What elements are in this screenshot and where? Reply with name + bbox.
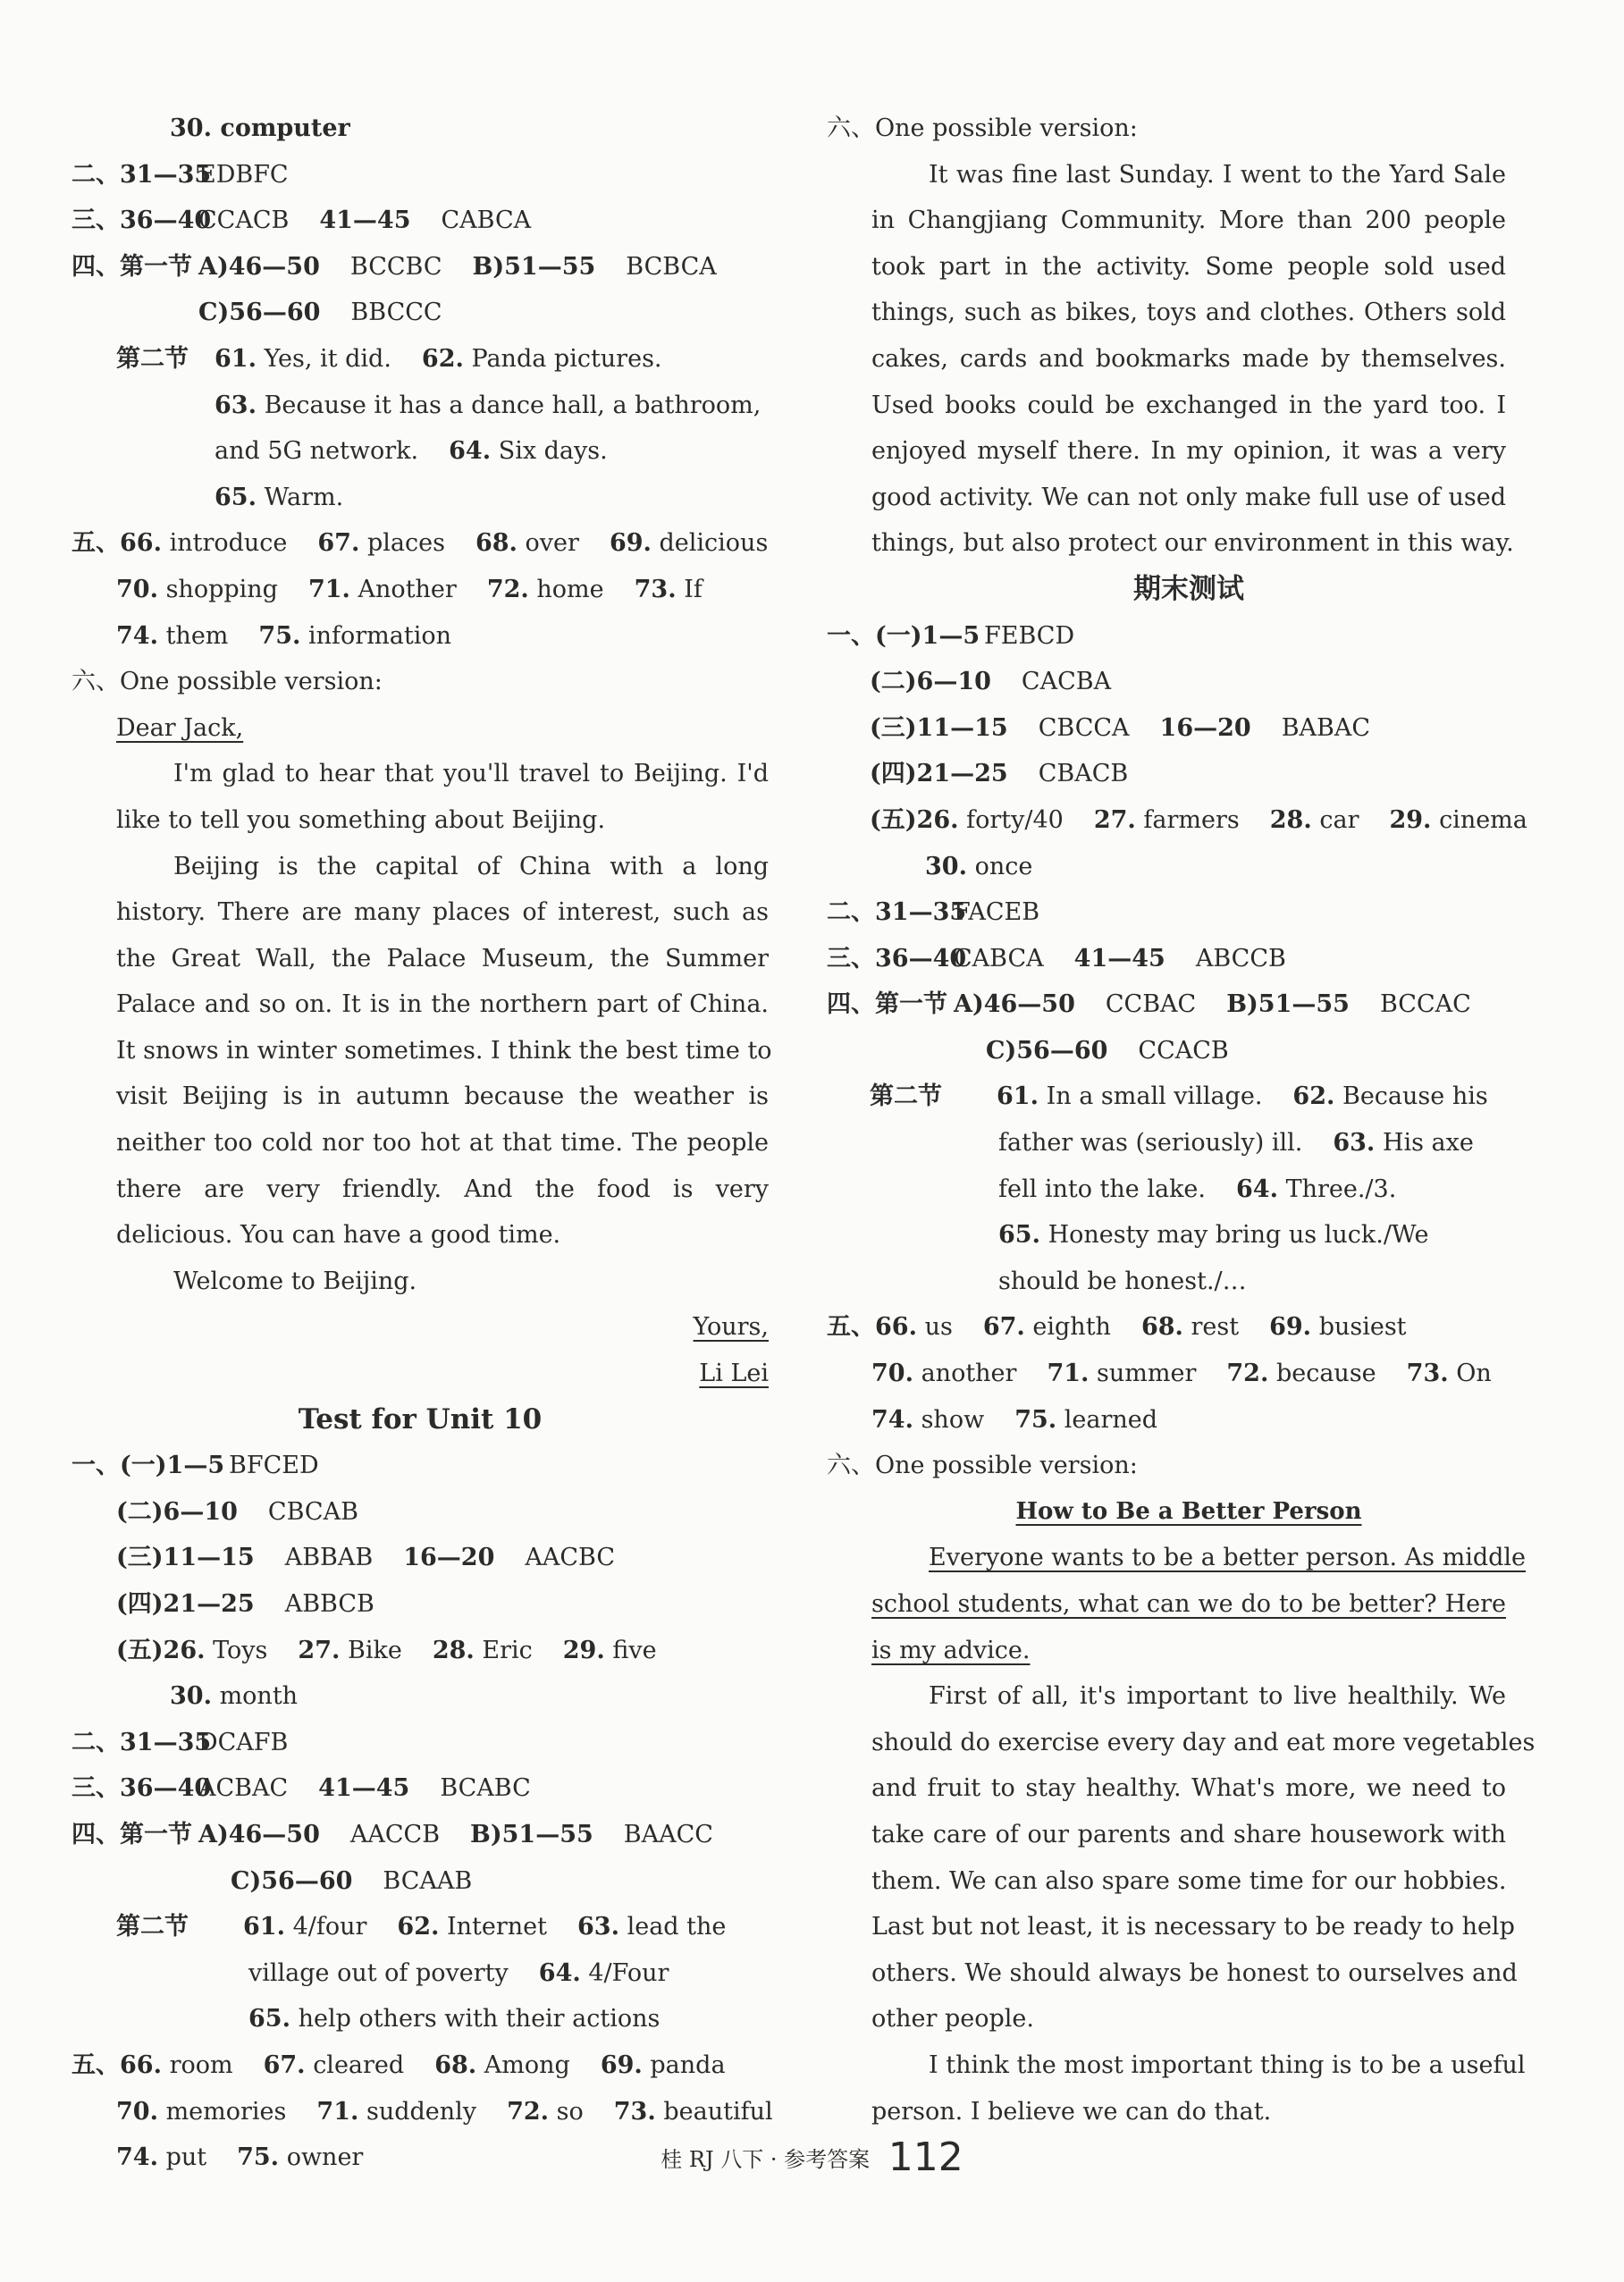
- answer-line: [72, 475, 769, 521]
- answer-text: His axe: [1382, 1129, 1474, 1158]
- answer-line: [72, 2089, 773, 2135]
- answer-text: memories: [165, 2097, 287, 2126]
- question-number: 71.: [1047, 1360, 1090, 1388]
- answer-text: Because his: [1342, 1082, 1488, 1111]
- answer-text: farmers: [1143, 805, 1240, 834]
- essay-line: in Changjiang Community. More than 200 people: [871, 206, 1506, 235]
- answer-text: 4/four: [292, 1913, 367, 1941]
- page-number: 112: [888, 2135, 963, 2180]
- section-label: 四、第一节: [72, 1820, 192, 1848]
- letter-line: there are very friendly. And the food is very: [116, 1175, 769, 1203]
- question-number: 65.: [998, 1221, 1040, 1250]
- answer-text: Warm.: [264, 483, 344, 511]
- section-label: 第二节: [116, 344, 189, 373]
- answer-text: home: [536, 575, 604, 603]
- letter-salutation: [72, 705, 769, 752]
- section-heading: 六、One possible version:: [827, 114, 1138, 142]
- section-label: (二)6—10: [870, 668, 991, 696]
- answer-line: [827, 659, 1506, 705]
- answer-line: [72, 1720, 769, 1766]
- section-label: 16—20: [403, 1544, 495, 1572]
- answer-text: them: [165, 621, 229, 650]
- question-number: 75.: [258, 621, 301, 650]
- answer-text: village out of poverty: [248, 1958, 509, 1987]
- question-number: 73.: [1406, 1360, 1449, 1388]
- essay-line: Used books could be exchanged in the yard too. I: [871, 391, 1506, 419]
- answer-line: [72, 1950, 769, 1997]
- section-label: 16—20: [1159, 713, 1251, 742]
- essay-line: person. I believe we can do that.: [871, 2097, 1272, 2126]
- question-number: 29.: [1389, 805, 1432, 834]
- essay-line: them. We can also spare some time for our hobbies.: [871, 1866, 1507, 1895]
- question-number: 70.: [116, 2097, 158, 2126]
- essay-line: [827, 1581, 1506, 1628]
- answer-text: ACBAC: [198, 1774, 289, 1803]
- question-number: 30.: [170, 1682, 212, 1711]
- question-number: 72.: [486, 575, 529, 603]
- essay-title: [827, 1489, 1506, 1536]
- question-number: 62.: [397, 1913, 440, 1941]
- answer-line: [72, 290, 769, 336]
- answer-line: [827, 1397, 1506, 1444]
- question-number: 67.: [982, 1313, 1025, 1342]
- section-label: (五)26.: [116, 1636, 206, 1664]
- question-number: 69.: [1269, 1313, 1312, 1342]
- answer-line: [827, 981, 1506, 1028]
- section-label: (三)11—15: [116, 1544, 255, 1572]
- section-label: 二、31—35: [72, 1728, 212, 1756]
- answer-line: [827, 705, 1506, 752]
- answer-text: panda: [650, 2050, 726, 2079]
- section-label: C)56—60: [231, 1866, 353, 1895]
- letter-signature: [72, 1351, 769, 1397]
- question-number: 30.: [925, 852, 967, 880]
- answer-text: ABBAB: [284, 1544, 374, 1572]
- answer-text: BFCED: [229, 1452, 319, 1480]
- answer-line: [72, 198, 769, 244]
- answer-text: BCAAB: [383, 1866, 473, 1895]
- question-number: 27.: [298, 1636, 341, 1664]
- answer-line: [72, 383, 769, 429]
- answer-text: places: [366, 529, 445, 558]
- answer-text: us: [924, 1313, 953, 1342]
- test-title: Test for Unit 10: [298, 1402, 543, 1436]
- answer-text: AACBC: [525, 1544, 616, 1572]
- answer-line: [72, 1673, 769, 1720]
- answer-line: [72, 567, 769, 613]
- section-label: 第二节: [116, 1913, 189, 1941]
- section-label: A)46—50: [198, 252, 320, 281]
- answer-text: five: [612, 1636, 657, 1664]
- answer-line: [72, 1812, 769, 1858]
- section-label: 五、66.: [72, 2050, 162, 2079]
- answer-text: In a small village.: [1046, 1082, 1263, 1111]
- answer-text: should be honest./…: [998, 1267, 1247, 1295]
- answer-text: Because it has a dance hall, a bathroom,: [264, 391, 762, 419]
- answer-text: cleared: [313, 2050, 405, 2079]
- answer-text: BCBCA: [626, 252, 717, 281]
- letter-line: the Great Wall, the Palace Museum, the Summer: [116, 944, 769, 973]
- answer-line: [72, 244, 769, 291]
- question-number: 73.: [613, 2097, 656, 2126]
- answer-text: Among: [484, 2050, 570, 2079]
- answer-text: month: [219, 1682, 299, 1711]
- question-number: 67.: [317, 529, 360, 558]
- section-label: 二、31—35: [827, 898, 967, 927]
- question-number: 27.: [1093, 805, 1136, 834]
- answer-line: [72, 1443, 769, 1489]
- essay-line-text: school students, what can we do to be better? Here: [871, 1590, 1506, 1618]
- answer-text: Another: [358, 575, 457, 603]
- essay-line: took part in the activity. Some people sold used: [871, 252, 1506, 281]
- answer-text: busiest: [1318, 1313, 1407, 1342]
- answer-text: BBCCC: [350, 299, 442, 327]
- answer-line: [72, 105, 769, 152]
- section-label: 一、(一)1—5: [72, 1452, 225, 1480]
- question-number: 72.: [507, 2097, 550, 2126]
- section-label: 三、36—40: [72, 1774, 212, 1803]
- answer-text: delicious: [659, 529, 769, 558]
- answer-line: [827, 1074, 1506, 1120]
- question-number: 68.: [434, 2050, 477, 2079]
- question-number: 74.: [116, 621, 158, 650]
- answer-text: 4/Four: [588, 1958, 669, 1987]
- answer-text: ABCCB: [1195, 944, 1286, 973]
- answer-line: [827, 1166, 1506, 1213]
- answer-text: CBCCA: [1038, 713, 1130, 742]
- essay-line: and fruit to stay healthy. What's more, we need to: [871, 1774, 1506, 1803]
- answer-text: lead the: [627, 1913, 727, 1941]
- answer-text: cinema: [1439, 805, 1527, 834]
- answer-text: BAACC: [623, 1820, 713, 1848]
- essay-line-text: is my advice.: [871, 1636, 1031, 1664]
- question-number: 75.: [237, 2143, 280, 2172]
- question-number: 72.: [1226, 1360, 1269, 1388]
- answer-text: Toys: [213, 1636, 268, 1664]
- answer-text: information: [307, 621, 451, 650]
- essay-line: I think the most important thing is to be a useful: [929, 2050, 1526, 2079]
- section-label: B)51—55: [1226, 990, 1350, 1019]
- answer-text: DCAFB: [198, 1728, 289, 1756]
- answer-text: Honesty may bring us luck./We: [1048, 1221, 1429, 1250]
- answer-line: [827, 1212, 1506, 1259]
- answer-text: CABCA: [954, 944, 1044, 973]
- answer-text: 30. computer: [170, 114, 350, 142]
- answer-text: BCCAC: [1379, 990, 1471, 1019]
- letter-signature-text: Li Lei: [699, 1360, 769, 1388]
- question-number: 61.: [997, 1082, 1039, 1111]
- essay-line-text: Everyone wants to be a better person. As middle: [929, 1544, 1527, 1572]
- answer-text: CCBAC: [1105, 990, 1197, 1019]
- right-column: [827, 105, 1536, 2135]
- question-number: 75.: [1014, 1405, 1057, 1434]
- question-number: 63.: [577, 1913, 619, 1941]
- letter-line: I'm glad to hear that you'll travel to Beijing. I'd: [173, 760, 769, 788]
- letter-closing: [72, 1304, 769, 1351]
- answer-text: forty/40: [966, 805, 1064, 834]
- answer-text: suddenly: [366, 2097, 477, 2126]
- answer-text: If: [684, 575, 703, 603]
- answer-text: Panda pictures.: [471, 344, 662, 373]
- essay-line: enjoyed myself there. In my opinion, it was a very: [871, 437, 1506, 466]
- question-number: 69.: [609, 529, 652, 558]
- answer-text: CACBA: [1021, 668, 1112, 696]
- answer-text: over: [525, 529, 579, 558]
- question-number: 63.: [215, 391, 257, 419]
- answer-text: CCACB: [198, 206, 290, 235]
- section-label: 二、31—35: [72, 160, 212, 189]
- answer-text: introduce: [169, 529, 288, 558]
- answer-line: [72, 152, 769, 198]
- essay-line: [827, 1628, 1506, 1674]
- answer-line: [827, 797, 1527, 844]
- answer-text: another: [921, 1360, 1017, 1388]
- section-label: (五)26.: [870, 805, 959, 834]
- answer-text: summer: [1097, 1360, 1197, 1388]
- answer-line: [72, 1489, 769, 1536]
- letter-closing-text: Yours,: [693, 1313, 769, 1342]
- answer-text: shopping: [165, 575, 278, 603]
- answer-line: [72, 613, 769, 660]
- question-number: 28.: [1269, 805, 1312, 834]
- answer-line: [827, 1351, 1506, 1397]
- section-label: 五、66.: [72, 529, 162, 558]
- answer-text: car: [1319, 805, 1359, 834]
- answer-line: [72, 520, 769, 567]
- section-heading: 六、One possible version:: [827, 1452, 1138, 1480]
- letter-line: delicious. You can have a good time.: [116, 1221, 561, 1250]
- answer-text: Eric: [482, 1636, 533, 1664]
- answer-text: FACEB: [954, 898, 1040, 927]
- answer-line: [827, 844, 1506, 890]
- answer-text: rest: [1191, 1313, 1240, 1342]
- section-label: 41—45: [319, 206, 411, 235]
- question-number: 64.: [538, 1958, 581, 1987]
- answer-text: CABCA: [441, 206, 532, 235]
- answer-line: [72, 428, 769, 475]
- answer-line: [72, 1535, 769, 1581]
- section-label: 三、36—40: [827, 944, 967, 973]
- letter-line: visit Beijing is in autumn because the weather is: [116, 1082, 769, 1111]
- answer-text: father was (seriously) ill.: [998, 1129, 1303, 1158]
- answer-text: On: [1456, 1360, 1492, 1388]
- answer-text: learned: [1064, 1405, 1158, 1434]
- answer-line: [72, 1996, 769, 2042]
- essay-title-text: How to Be a Better Person: [1015, 1497, 1362, 1525]
- question-number: 64.: [1236, 1175, 1278, 1203]
- question-number: 70.: [871, 1360, 913, 1388]
- answer-text: because: [1275, 1360, 1376, 1388]
- section-label: B)51—55: [470, 1820, 593, 1848]
- answer-line: [827, 889, 1506, 936]
- answer-text: CBCAB: [267, 1497, 358, 1526]
- answer-text: room: [169, 2050, 233, 2079]
- answer-text: so: [556, 2097, 584, 2126]
- question-number: 71.: [307, 575, 350, 603]
- answer-text: BCABC: [440, 1774, 531, 1803]
- answer-text: and 5G network.: [215, 437, 419, 466]
- answer-line: [72, 1628, 769, 1674]
- answer-text: eighth: [1032, 1313, 1111, 1342]
- letter-line: like to tell you something about Beijing.: [116, 805, 606, 834]
- answer-line: [827, 751, 1506, 797]
- section-label: 三、36—40: [72, 206, 212, 235]
- question-number: 71.: [316, 2097, 359, 2126]
- question-number: 74.: [871, 1405, 913, 1434]
- letter-line: Beijing is the capital of China with a long: [173, 852, 769, 880]
- answer-text: Bike: [347, 1636, 402, 1664]
- section-label: 第二节: [870, 1082, 942, 1111]
- letter-line: Palace and so on. It is in the northern part of China.: [116, 990, 769, 1019]
- essay-line: other people.: [871, 2005, 1034, 2034]
- essay-line: good activity. We can not only make full use of used: [871, 483, 1506, 511]
- left-column: [72, 105, 773, 2181]
- essay-line: First of all, it's important to live healthily. We: [929, 1682, 1506, 1711]
- answer-text: fell into the lake.: [998, 1175, 1206, 1203]
- section-label: C)56—60: [198, 299, 321, 327]
- question-number: 64.: [449, 437, 492, 466]
- letter-line: It snows in winter sometimes. I think the best time to: [116, 1036, 772, 1065]
- letter-line: history. There are many places of interest, such as: [116, 898, 769, 927]
- answer-line: [827, 1028, 1506, 1074]
- question-number: 63.: [1333, 1129, 1376, 1158]
- answer-text: CCACB: [1138, 1036, 1229, 1065]
- question-number: 70.: [116, 575, 158, 603]
- essay-line: take care of our parents and share housework with: [871, 1820, 1506, 1848]
- question-number: 65.: [215, 483, 257, 511]
- footer-label: 桂 RJ 八下 · 参考答案: [661, 2147, 871, 2172]
- section-label: A)46—50: [954, 990, 1075, 1019]
- page-footer: [0, 2135, 1624, 2180]
- essay-line: should do exercise every day and eat more vegetables: [871, 1728, 1536, 1756]
- answer-text: FEBCD: [984, 621, 1075, 650]
- answer-line: [72, 1904, 769, 1950]
- question-number: 73.: [634, 575, 677, 603]
- section-label: 五、66.: [827, 1313, 917, 1342]
- answer-line: [827, 613, 1506, 660]
- question-number: 65.: [248, 2005, 290, 2034]
- answer-text: Six days.: [498, 437, 608, 466]
- section-label: (三)11—15: [870, 713, 1008, 742]
- section-label: (四)21—25: [116, 1590, 255, 1618]
- essay-line: [827, 1535, 1527, 1581]
- question-number: 68.: [475, 529, 517, 558]
- question-number: 61.: [215, 344, 257, 373]
- answer-text: CBACB: [1038, 760, 1129, 788]
- section-label: 四、第一节: [72, 252, 192, 281]
- section-heading: 六、One possible version:: [72, 668, 383, 696]
- letter-line: neither too cold nor too hot at that time. The people: [116, 1129, 769, 1158]
- section-label: (二)6—10: [116, 1497, 238, 1526]
- question-number: 62.: [1292, 1082, 1335, 1111]
- section-label: B)51—55: [472, 252, 596, 281]
- section-label: 41—45: [1073, 944, 1165, 973]
- section-label: 四、第一节: [827, 990, 947, 1019]
- section-label: 一、(一)1—5: [827, 621, 980, 650]
- question-number: 67.: [263, 2050, 306, 2079]
- answer-text: Yes, it did.: [264, 344, 391, 373]
- question-number: 28.: [432, 1636, 475, 1664]
- answer-line: [72, 336, 769, 383]
- letter-salutation-text: Dear Jack,: [116, 713, 244, 742]
- question-number: 68.: [1140, 1313, 1183, 1342]
- essay-line: cakes, cards and bookmarks made by themselves.: [871, 344, 1506, 373]
- answer-line: [827, 936, 1506, 982]
- essay-line: others. We should always be honest to ourselves and: [871, 1958, 1518, 1987]
- answer-line: [72, 2042, 769, 2089]
- answer-text: show: [921, 1405, 985, 1434]
- section-label: A)46—50: [198, 1820, 320, 1848]
- question-number: 69.: [600, 2050, 643, 2079]
- answer-text: BABAC: [1281, 713, 1371, 742]
- answer-text: BCCBC: [349, 252, 442, 281]
- answer-text: put: [165, 2143, 207, 2172]
- answer-line: [827, 1120, 1506, 1166]
- question-number: 74.: [116, 2143, 158, 2172]
- section-label: C)56—60: [986, 1036, 1108, 1065]
- answer-line: [72, 1858, 769, 1905]
- answer-text: beautiful: [663, 2097, 773, 2126]
- essay-line: things, such as bikes, toys and clothes. Others sold: [871, 299, 1506, 327]
- section-label: 41—45: [318, 1774, 410, 1803]
- answer-text: AACCB: [349, 1820, 441, 1848]
- answer-line: [827, 1304, 1506, 1351]
- test-title: 期末测试: [1133, 572, 1244, 605]
- essay-line: Last but not least, it is necessary to be ready to help: [871, 1913, 1515, 1941]
- answer-text: ABBCB: [284, 1590, 374, 1618]
- essay-line: It was fine last Sunday. I went to the Yard Sale: [929, 160, 1506, 189]
- question-number: 62.: [421, 344, 464, 373]
- answer-text: Internet: [446, 1913, 547, 1941]
- answer-text: EDBFC: [198, 160, 289, 189]
- answer-line: [827, 1259, 1506, 1305]
- question-number: 61.: [243, 1913, 285, 1941]
- answer-text: once: [974, 852, 1033, 880]
- section-label: (四)21—25: [870, 760, 1008, 788]
- answer-line: [72, 1765, 769, 1812]
- answer-text: help others with their actions: [298, 2005, 661, 2034]
- essay-line: things, but also protect our environment in this way.: [871, 529, 1514, 558]
- answer-text: owner: [286, 2143, 364, 2172]
- answer-text: Three./3.: [1285, 1175, 1397, 1203]
- answer-line: [72, 1581, 769, 1628]
- question-number: 29.: [562, 1636, 605, 1664]
- letter-line: Welcome to Beijing.: [173, 1267, 417, 1295]
